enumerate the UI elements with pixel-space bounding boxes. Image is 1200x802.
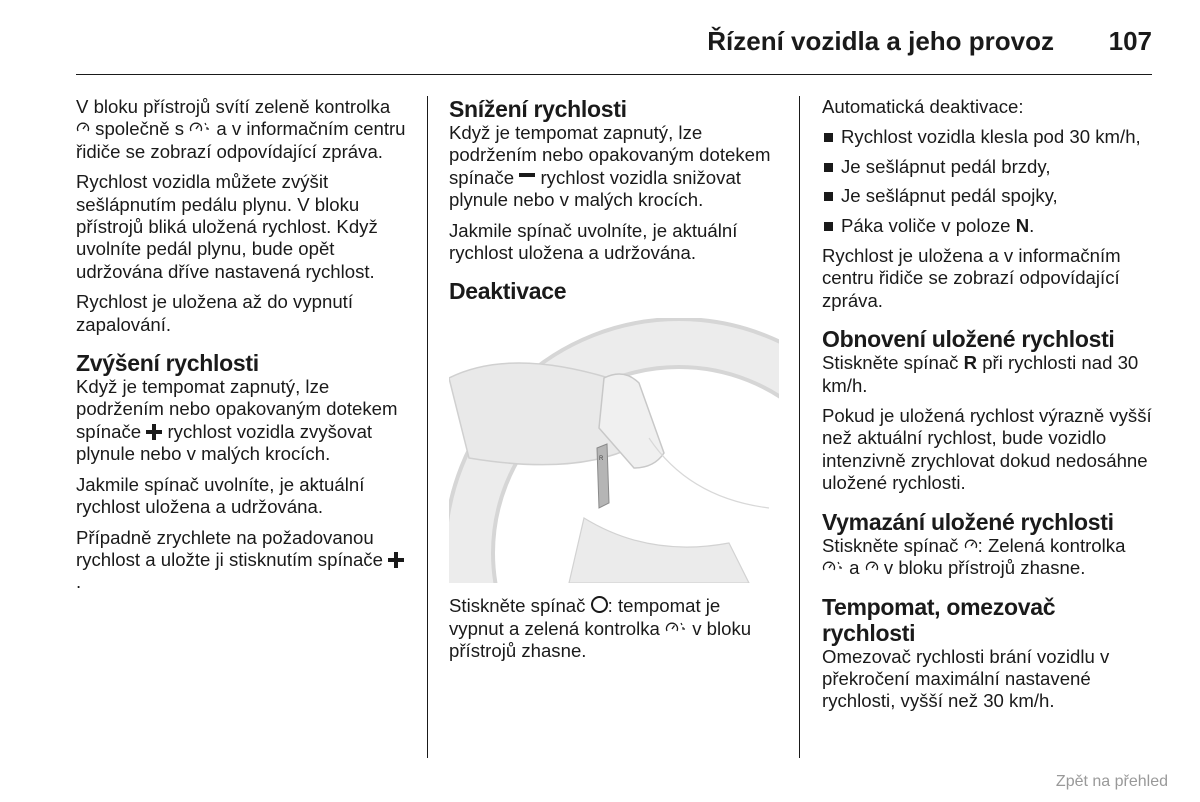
- paragraph: [449, 595, 779, 662]
- text: v bloku přístrojů zhasne.: [883, 557, 1086, 579]
- text: Stiskněte spínač: [822, 352, 959, 374]
- text: rychlost vozidla snižovat plynule nebo v malých krocích.: [449, 166, 741, 211]
- list-item: Rychlost vozidla klesla pod 30 km/h,: [822, 126, 1152, 148]
- text: v bloku přístrojů zhasne.: [449, 617, 752, 662]
- text: Případně zrychlete na požadovanou rychlost a uložte ji stisknutím spínače: [76, 526, 383, 570]
- page-title: Řízení vozidla a jeho provoz: [707, 26, 1054, 56]
- speedometer-icon: [865, 557, 879, 578]
- heading-increase-speed: Zvýšení rychlosti: [76, 350, 259, 377]
- steering-wheel-illustration: [449, 318, 779, 583]
- text: V bloku přístrojů svítí zeleně kontrolka: [76, 96, 391, 117]
- svg-text:R: R: [599, 456, 604, 463]
- paragraph: Jakmile spínač uvolníte, je aktuální rychlost uložena a udržována.: [76, 473, 365, 518]
- plus-icon: [388, 549, 404, 570]
- column-divider: [799, 96, 800, 758]
- page-number: 107: [1108, 26, 1152, 56]
- back-to-overview-link[interactable]: Zpět na přehled: [1055, 773, 1168, 790]
- list-item: [822, 215, 1152, 237]
- cruise-control-icon: [189, 118, 211, 139]
- minus-icon: [519, 167, 535, 188]
- paragraph: [822, 352, 1152, 397]
- page-header: [0, 0, 1200, 78]
- text: Páka voliče v poloze: [841, 214, 1011, 236]
- resume-key: R: [963, 352, 978, 374]
- paragraph: Rychlost vozidla můžete zvýšit sešlápnutím pedálu plynu. V bloku přístrojů bliká uložená rychlost. Když uvolníte pedál plynu, bude opět udržována dříve nastavená rychlost.: [76, 171, 378, 282]
- text: společně s: [95, 118, 185, 140]
- text: Když je tempomat zapnutý, lze podržením nebo opakovaným dotekem spínače: [76, 376, 398, 442]
- list-item: Je sešlápnut pedál brzdy,: [822, 156, 1152, 178]
- text: : tempomat je vypnut a zelená kontrolka: [449, 595, 721, 639]
- text: .: [76, 571, 82, 593]
- off-switch-icon: [591, 596, 608, 613]
- paragraph: [76, 376, 406, 466]
- column-3: [822, 96, 1152, 721]
- paragraph: Automatická deaktivace:: [822, 96, 1024, 117]
- heading-delete-speed: Vymazání uložené rychlosti: [822, 508, 1114, 535]
- column-2: [449, 96, 779, 671]
- text: Stiskněte spínač: [449, 595, 586, 617]
- text: rychlost vozidla zvyšovat plynule nebo v malých krocích.: [76, 420, 373, 465]
- column-divider: [427, 96, 428, 758]
- list-item: Je sešlápnut pedál spojky,: [822, 185, 1152, 207]
- heading-decrease-speed: Snížení rychlosti: [449, 96, 627, 122]
- speedometer-icon: [964, 535, 978, 556]
- heading-deactivation: Deaktivace: [449, 278, 567, 305]
- text: a v informačním centru řidiče se zobrazí odpovídající zpráva.: [76, 118, 406, 162]
- text: : Zelená kontrolka: [977, 534, 1126, 556]
- header-rule: [76, 74, 1152, 75]
- paragraph: Pokud je uložená rychlost výrazně vyšší než aktuální rychlost, bude vozidlo intenzivně zrychlovat dokud nedosáhne uložené rychlosti.: [822, 405, 1152, 494]
- heading-restore-speed: Obnovení uložené rychlosti: [822, 326, 1115, 353]
- paragraph: Rychlost je uložena až do vypnutí zapalování.: [76, 291, 353, 335]
- deactivation-list: [822, 126, 1152, 237]
- paragraph: Rychlost je uložena a v informačním centru řidiče se zobrazí odpovídající zpráva.: [822, 245, 1121, 311]
- column-1: [76, 96, 406, 602]
- paragraph: Omezovač rychlosti brání vozidlu v překročení maximální nastavené rychlosti, vyšší než 30 km/h.: [822, 645, 1110, 712]
- plus-icon: [146, 421, 162, 442]
- speedometer-icon: [76, 118, 90, 139]
- cruise-control-icon: [665, 618, 687, 639]
- paragraph: [449, 122, 779, 212]
- paragraph: [822, 535, 1152, 580]
- cruise-control-icon: [822, 557, 844, 578]
- text: Když je tempomat zapnutý, lze podržením nebo opakovaným dotekem spínače: [449, 122, 771, 188]
- text: .: [1029, 214, 1035, 236]
- text: při rychlosti nad 30 km/h.: [822, 352, 1139, 396]
- paragraph: Jakmile spínač uvolníte, je aktuální rychlost uložena a udržována.: [449, 219, 738, 264]
- paragraph: [76, 527, 406, 594]
- text: a: [849, 557, 860, 579]
- gear-position: N: [1015, 214, 1030, 236]
- paragraph: [76, 96, 406, 163]
- heading-speed-limiter: Tempomat, omezovač rychlosti: [822, 593, 1056, 646]
- text: Stiskněte spínač: [822, 534, 959, 556]
